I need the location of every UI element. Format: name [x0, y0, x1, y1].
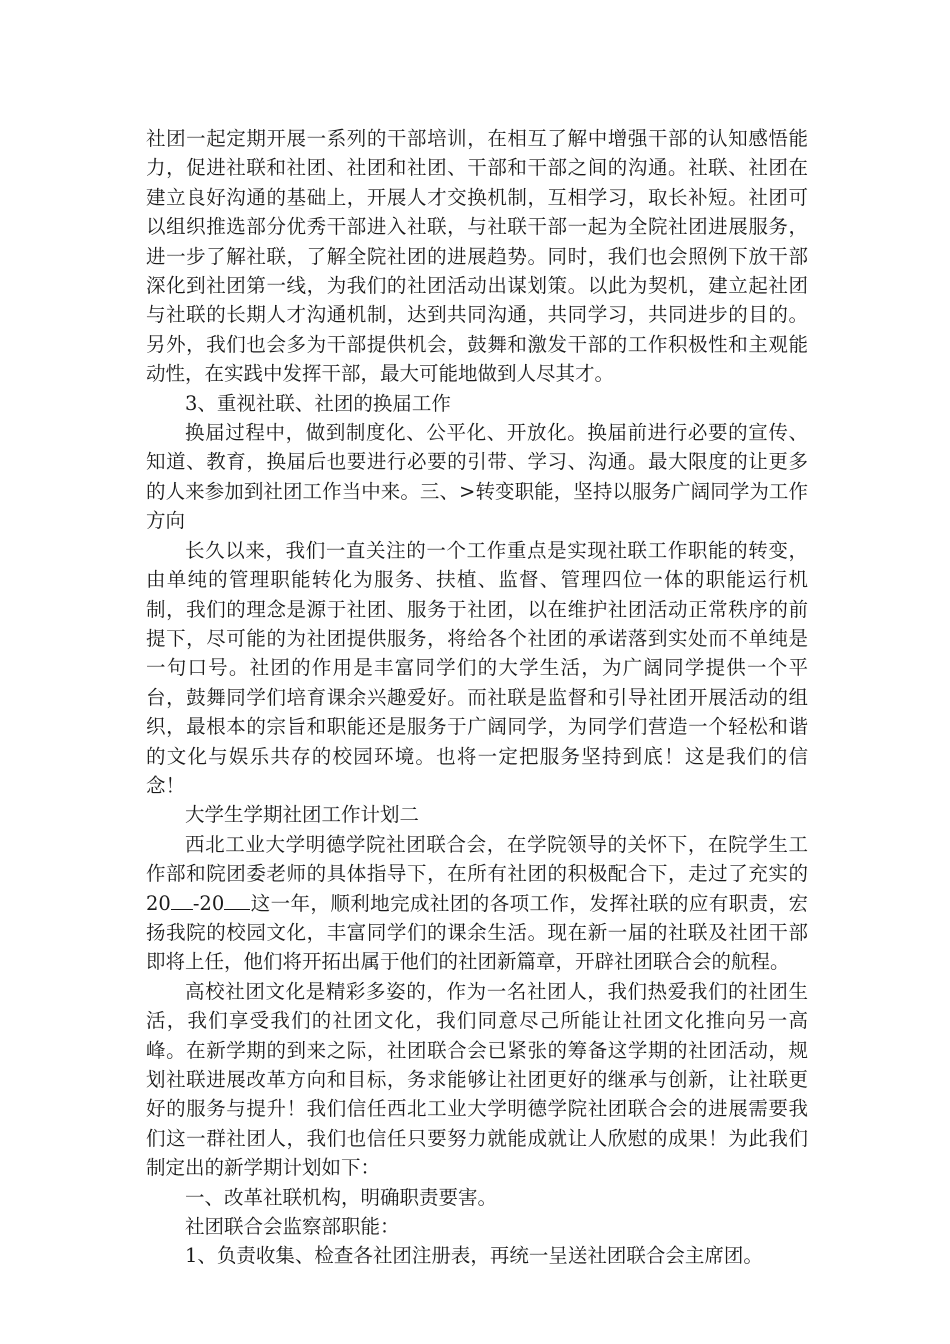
heading-plan-two: 大学生学期社团工作计划二: [185, 803, 420, 827]
heading-election-work: 3、重视社联、社团的换届工作: [185, 391, 451, 415]
list-item-registration: 1、负责收集、检查各社团注册表，再统一呈送社团联合会主席团。: [185, 1244, 763, 1268]
paragraph-election-process: 换届过程中，做到制度化、公平化、开放化。换届前进行必要的宣传、知道、教育，换届后也要进行必要的引带、学习、沟通。最大限度的让更多的人来参加到社团工作当中来。三、>转变职能，坚持以服务广阔同学为工作方向: [146, 421, 808, 533]
paragraph-club-culture: 高校社团文化是精彩多姿的，作为一名社团人，我们热爱我们的社团生活，我们享受我们的社团文化，我们同意尽己所能让社团文化推向另一高峰。在新学期的到来之际，社团联合会已紧张的筹备这学期的社团活动，规划社联进展改革方向和目标，务求能够让社团更好的继承与创新，让社联更好的服务与提升！我们信任西北工业大学明德学院社团联合会的进展需要我们这一群社团人，我们也信任只要努力就能成就让人欣慰的成果！为此我们制定出的新学期计划如下：: [146, 979, 808, 1180]
heading-reform: 一、改革社联机构，明确职责要害。: [185, 1185, 498, 1209]
paragraph-service-transform: 长久以来，我们一直关注的一个工作重点是实现社联工作职能的转变，由单纯的管理职能转化为服务、扶植、监督、管理四位一体的职能运行机制，我们的理念是源于社团、服务于社团，以在维护社团活动正常秩序的前提下，尽可能的为社团提供服务，将给各个社团的承诺落到实处而不单纯是一句口号。社团的作用是丰富同学们的大学生活，为广阔同学提供一个平台，鼓舞同学们培育课余兴趣爱好。而社联是监督和引导社团开展活动的组织，最根本的宗旨和职能还是服务于广阔同学，为同学们营造一个轻松和谐的文化与娱乐共存的校园环境。也将一定把服务坚持到底！这是我们的信念！: [146, 538, 808, 797]
intro-text-a: 西北工业大学明德学院社团联合会，在学院领导的关怀下，在院学生工作部和院团委老师的具体指导下，在所有社团的积极配合下，走过了充实的 20: [146, 832, 808, 915]
year-blank-2: [224, 889, 250, 910]
year-blank-1: [171, 889, 193, 910]
heading-supervision-dept: 社团联合会监察部职能：: [185, 1215, 400, 1239]
document-body: [146, 124, 808, 1271]
intro-text-b: -20: [192, 891, 225, 915]
paragraph-training: 社团一起定期开展一系列的干部培训，在相互了解中增强干部的认知感悟能力，促进社联和社团、社团和社团、干部和干部之间的沟通。社联、社团在建立良好沟通的基础上，开展人才交换机制，互相学习，取长补短。社团可以组织推选部分优秀干部进入社联，与社联干部一起为全院社团进展服务，进一步了解社联，了解全院社团的进展趋势。同时，我们也会照例下放干部深化到社团第一线，为我们的社团活动出谋划策。以此为契机，建立起社团与社联的长期人才沟通机制，达到共同沟通，共同学习，共同进步的目的。另外，我们也会多为干部提供机会，鼓舞和激发干部的工作积极性和主观能动性，在实践中发挥干部，最大可能地做到人尽其才。: [146, 127, 808, 386]
paragraph-nwpu-intro: [146, 830, 808, 977]
intro-text-c: 这一年，顺利地完成社团的各项工作，发挥社联的应有职责，宏扬我院的校园文化，丰富同学们的课余生活。现在新一届的社联及社团干部即将上任，他们将开拓出属于他们的社团新篇章，开辟社团联合会的航程。: [146, 891, 808, 974]
